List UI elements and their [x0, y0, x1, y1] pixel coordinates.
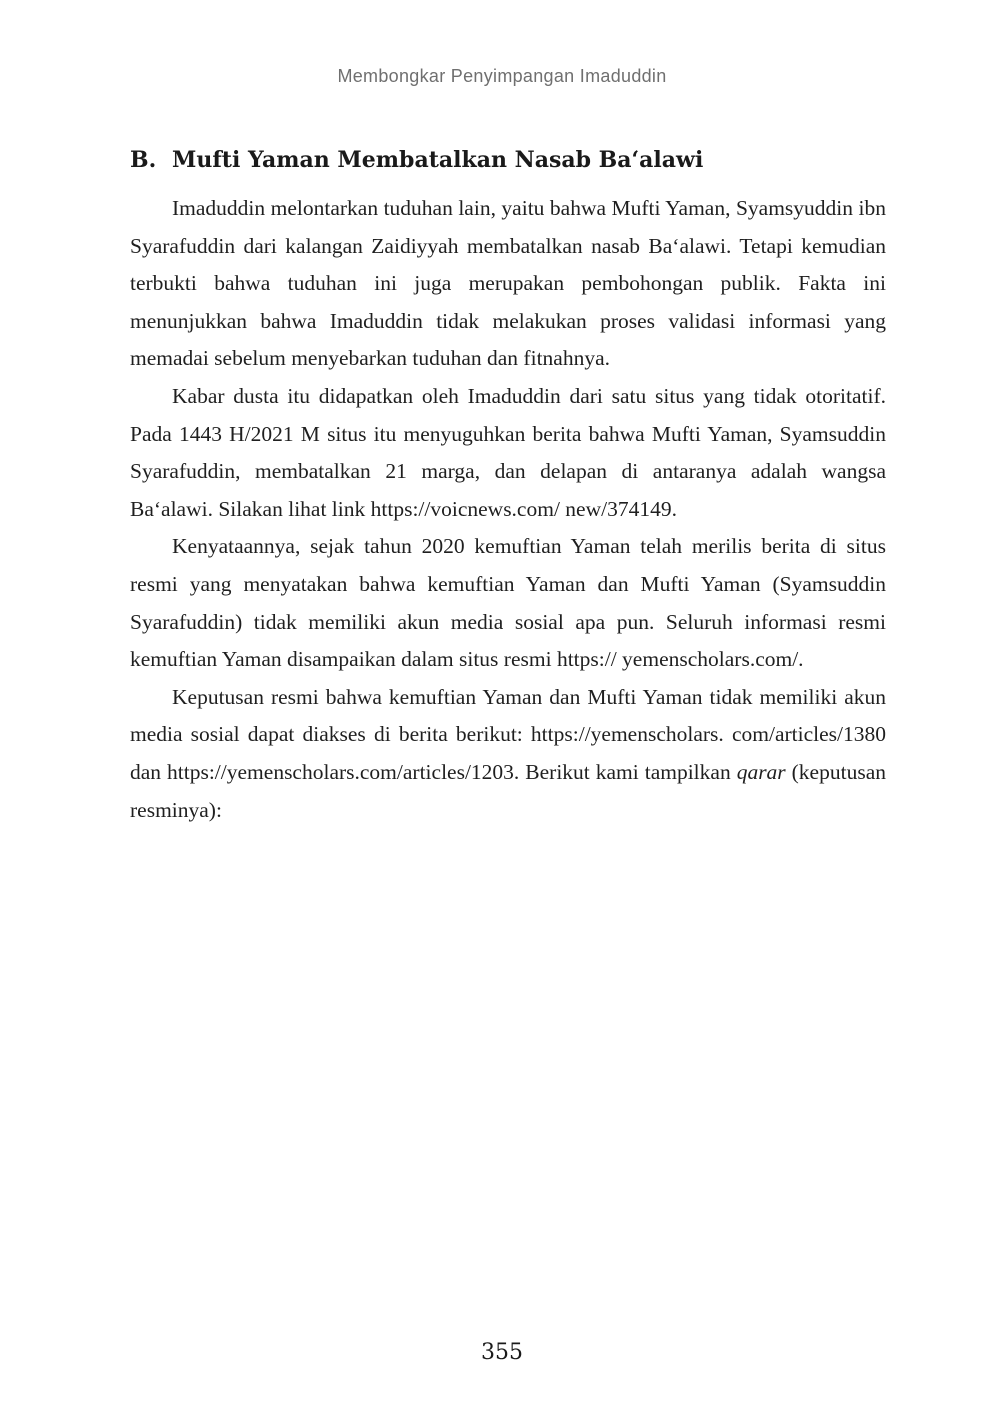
section-heading: [130, 147, 890, 173]
paragraph-4-italic-term: qarar: [736, 759, 786, 784]
body-text: [130, 190, 886, 829]
paragraph-4: [130, 679, 886, 829]
section-number: B.: [130, 147, 157, 173]
page-number: 355: [481, 1340, 523, 1365]
paragraph-1: Imaduddin melontarkan tuduhan lain, yaitu bahwa Mufti Yaman, Syamsyuddin ibn Syarafuddin dari kalangan Zaidiyyah membatalkan nasab Ba‘alawi. Tetapi kemudian terbukti bahwa tuduhan ini juga merupakan pembohongan publik. Fakta ini menunjukkan bahwa Imaduddin tidak melakukan proses validasi informasi yang memadai sebelum menyebarkan tuduhan dan fitnahnya.: [130, 196, 886, 371]
section-title: Mufti Yaman Membatalkan Nasab Ba‘alawi: [172, 147, 704, 173]
paragraph-3: Kenyataannya, sejak tahun 2020 kemuftian Yaman telah merilis berita di situs resmi yang menyatakan bahwa kemuftian Yaman dan Mufti Yaman (Syamsuddin Syarafuddin) tidak memiliki akun media sosial apa pun. Seluruh informasi resmi kemuftian Yaman disampaikan dalam situs resmi https:// yemenscholars.com/.: [130, 534, 886, 672]
paragraph-2: Kabar dusta itu didapatkan oleh Imaduddin dari satu situs yang tidak otoritatif. Pada 1443 H/2021 M situs itu menyuguhkan berita bahwa Mufti Yaman, Syamsuddin Syarafuddin, membatalkan 21 marga, dan delapan di antaranya adalah wangsa Ba‘alawi. Silakan lihat link https://voicnews.com/ new/374149.: [130, 383, 886, 521]
paragraph-4-text-after: (keputusan resminya):: [130, 759, 886, 822]
running-header: Membongkar Penyimpangan Imaduddin: [337, 66, 667, 86]
paragraph-4-text-before: Keputusan resmi bahwa kemuftian Yaman dan Mufti Yaman tidak memiliki akun media sosial dapat diakses di berita berikut: https://yemenscholars. com/articles/1380 dan https://yemenscholars.com/articles/1203. Berikut kami tampilkan: [130, 684, 886, 784]
